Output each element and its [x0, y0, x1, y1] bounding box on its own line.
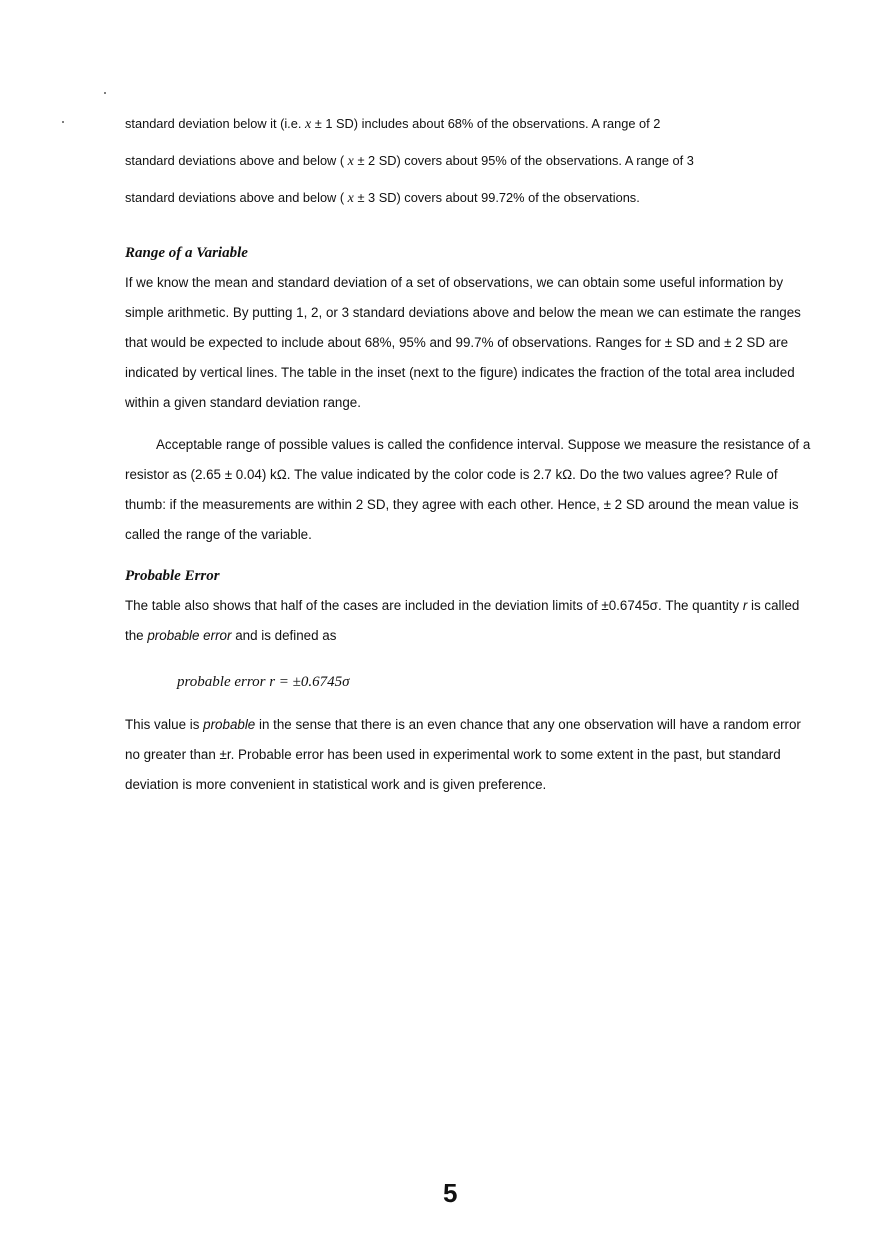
probable-paragraph-1: The table also shows that half of the cases are included in the deviation limits of ±0.6745σ. The quantity r is called the probable error and is defined as [125, 598, 800, 643]
intro-line-2: standard deviations above and below ( x ± 2 SD) covers about 95% of the observations. A range of 3 [125, 153, 694, 169]
probable-error-heading: Probable Error [125, 568, 220, 584]
range-paragraph-2: Acceptable range of possible values is called the confidence interval. Suppose we measure the resistance of a resistor as (2.65 ± 0.04) kΩ. The value indicated by the color code is 2.7 kΩ. Do the two values agree? Rule of thumb: if the measurements are within 2 SD, they agree with each other. Hence, ± 2 SD around the mean value is called the range of the variable. [125, 437, 811, 542]
scan-speck [104, 92, 106, 94]
scan-speck [62, 121, 64, 123]
range-paragraph-1: If we know the mean and standard deviation of a set of observations, we can obtain some useful information by simple arithmetic. By putting 1, 2, or 3 standard deviations above and below the mean we can estimate the ranges that would be expected to include about 68%, 95% and 99.7% of observations. Ranges for ± SD and ± 2 SD are indicated by vertical lines. The table in the inset (next to the figure) indicates the fraction of the total area included within a given standard deviation range. [125, 275, 801, 410]
intro-paragraph [125, 106, 815, 217]
intro-line-3: standard deviations above and below ( x ± 3 SD) covers about 99.72% of the observations. [125, 190, 640, 206]
probable-paragraph-2: This value is probable in the sense that there is an even chance that any one observation will have a random error no greater than ±r. Probable error has been used in experimental work to some extent in the past, but standard deviation is more convenient in statistical work and is given preference. [125, 717, 801, 792]
probable-error-formula: probable error r = ±0.6745σ [177, 674, 350, 690]
page-number: 5 [443, 1178, 458, 1208]
range-heading: Range of a Variable [125, 245, 248, 261]
intro-line-1: standard deviation below it (i.e. x ± 1 SD) includes about 68% of the observations. A range of 2 [125, 116, 661, 132]
